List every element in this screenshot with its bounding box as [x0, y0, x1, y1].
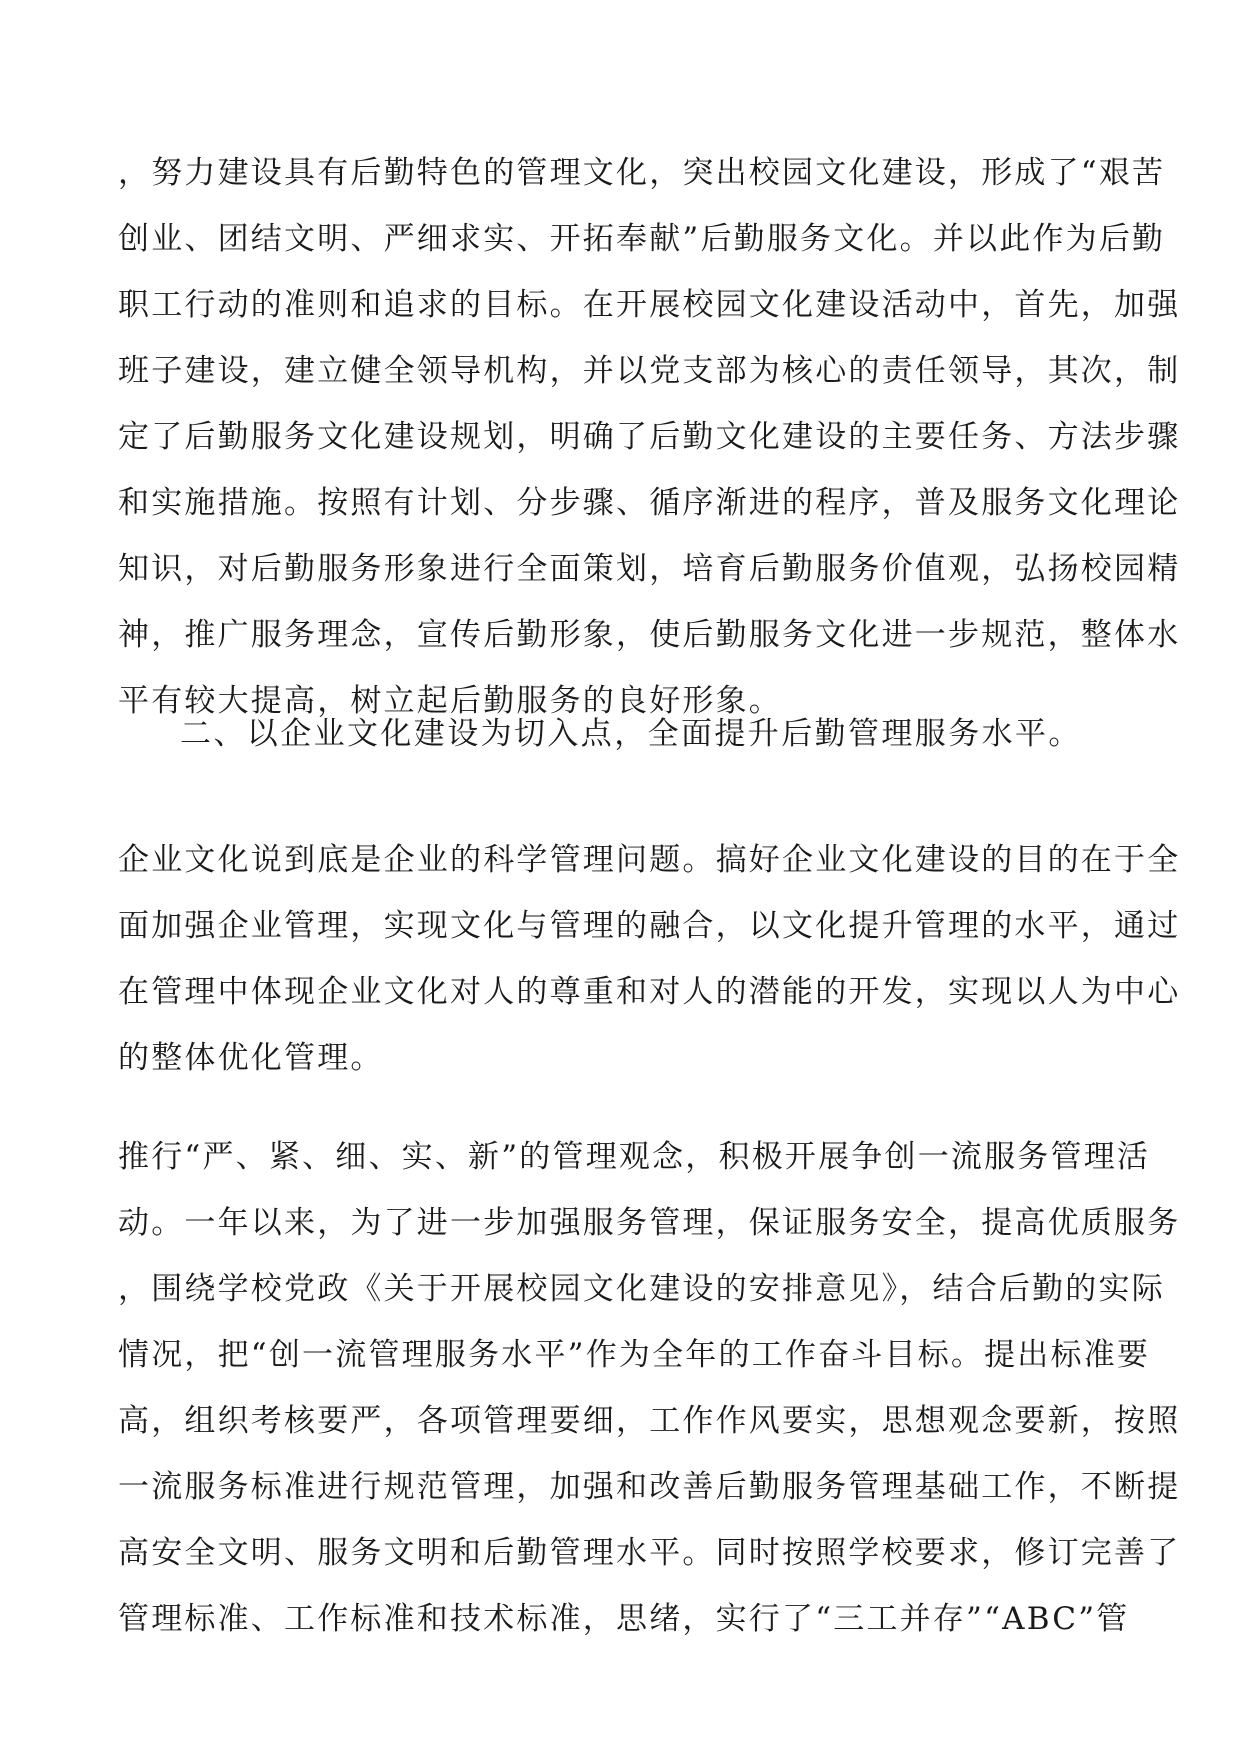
text-line: 管理标准、工作标准和技术标准，思绪，实行了“三工并存”“ABC”管 [118, 1601, 1130, 1637]
text-line: 知识，对后勤服务形象进行全面策划，培育后勤服务价值观，弘扬校园精 [118, 551, 1181, 587]
text-line: 高安全文明、服务文明和后勤管理水平。同时按照学校要求，修订完善了 [118, 1535, 1181, 1571]
text-line: 班子建设，建立健全领导机构，并以党支部为核心的责任领导，其次，制 [118, 353, 1181, 389]
text-line: ，围绕学校党政《关于开展校园文化建设的安排意见》，结合后勤的实际 [118, 1271, 1165, 1307]
text-line: 动。一年以来，为了进一步加强服务管理，保证服务安全，提高优质服务 [118, 1205, 1181, 1241]
text-line: 神，推广服务理念，宣传后勤形象，使后勤服务文化进一步规范，整体水 [118, 617, 1181, 653]
text-line: 企业文化说到底是企业的科学管理问题。搞好企业文化建设的目的在于全 [118, 842, 1181, 878]
section-heading-text: 二、以企业文化建设为切入点，全面提升后勤管理服务水平。 [180, 716, 1082, 752]
text-line: 面加强企业管理，实现文化与管理的融合，以文化提升管理的水平，通过 [118, 908, 1181, 944]
paragraph-enterprise-culture [118, 827, 1181, 1091]
text-line: 的整体优化管理。 [118, 1040, 384, 1076]
text-line: 职工行动的准则和追求的目标。在开展校园文化建设活动中，首先，加强 [118, 287, 1181, 323]
text-line: 和实施措施。按照有计划、分步骤、循序渐进的程序，普及服务文化理论 [118, 485, 1181, 521]
text-line: 一流服务标准进行规范管理，加强和改善后勤服务管理基础工作，不断提 [118, 1469, 1181, 1505]
section-heading-2 [118, 701, 1128, 767]
text-line: 创业、团结文明、严细求实、开拓奉献”后勤服务文化。并以此作为后勤 [118, 221, 1166, 257]
text-line: 在管理中体现企业文化对人的尊重和对人的潜能的开发，实现以人为中心 [118, 974, 1181, 1010]
paragraph-logistics-culture [118, 140, 1181, 734]
text-line: 情况，把“创一流管理服务水平”作为全年的工作奋斗目标。提出标准要 [118, 1337, 1151, 1373]
text-line: 高，组织考核要严，各项管理要细，工作作风要实，思想观念要新，按照 [118, 1403, 1181, 1439]
paragraph-management-concept [118, 1124, 1181, 1652]
text-line: ，努力建设具有后勤特色的管理文化，突出校园文化建设，形成了“艰苦 [118, 155, 1166, 191]
text-line: 推行“严、紧、细、实、新”的管理观念，积极开展争创一流服务管理活 [118, 1139, 1151, 1175]
text-line: 定了后勤服务文化建设规划，明确了后勤文化建设的主要任务、方法步骤 [118, 419, 1181, 455]
text-line: 平有较大提高，树立起后勤服务的良好形象。 [118, 683, 782, 719]
